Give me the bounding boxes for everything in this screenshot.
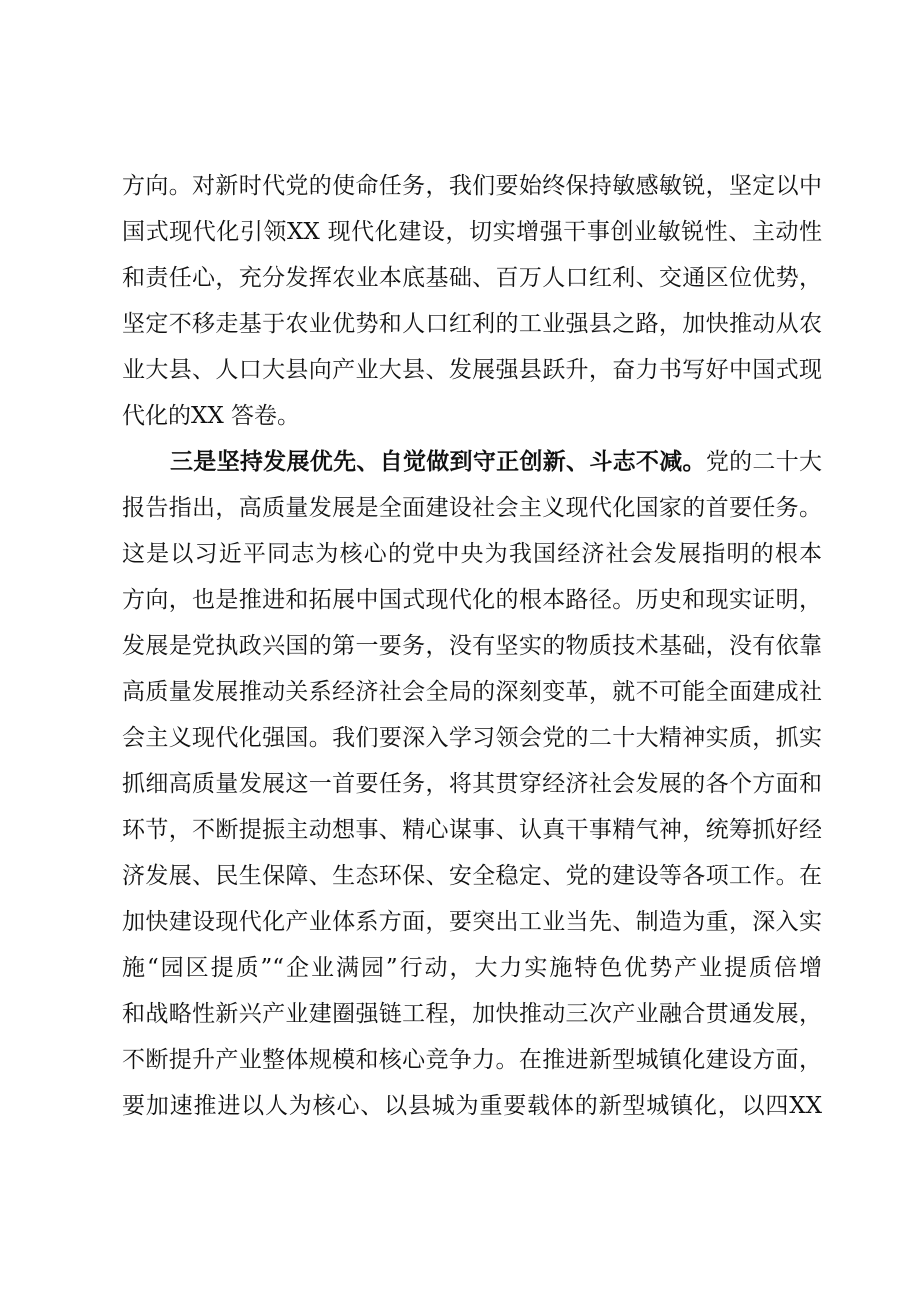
paragraph-2-line-6: 高质量发展推动关系经济社会全局的深刻变革，就不可能全面建成社: [122, 679, 822, 705]
paragraph-2-heading: 三是坚持发展优先、自觉做到守正创新、斗志不减。: [170, 448, 706, 475]
paragraph-2-line-3: 这是以习近平同志为核心的党中央为我国经济社会发展指明的根本: [122, 541, 822, 567]
paragraph-2-line-5: 发展是党执政兴国的第一要务，没有坚实的物质技术基础，没有依靠: [122, 633, 822, 659]
paragraph-2-line-10: 济发展、民生保障、生态环保、安全稳定、党的建设等各项工作。在: [122, 863, 822, 889]
paragraph-2-line-1: [170, 447, 822, 477]
paragraph-2-line-8: 抓细高质量发展这一首要任务，将其贯穿经济社会发展的各个方面和: [122, 771, 822, 797]
paragraph-2-line-15: 要加速推进以人为核心、以县城为重要载体的新型城镇化，以四XX: [122, 1093, 822, 1119]
paragraph-2-line-11: 加快建设现代化产业体系方面，要突出工业当先、制造为重，深入实: [122, 909, 822, 935]
paragraph-1-line-4: 坚定不移走基于农业优势和人口红利的工业强县之路，加快推动从农: [122, 311, 822, 337]
paragraph-2-first-line-rest: 党的二十大: [705, 449, 823, 475]
paragraph-2-line-7: 会主义现代化强国。我们要深入学习领会党的二十大精神实质，抓实: [122, 725, 822, 751]
paragraph-2-line-12: 施“园区提质”“企业满园”行动，大力实施特色优势产业提质倍增: [122, 955, 822, 981]
paragraph-2-line-13: 和战略性新兴产业建圈强链工程，加快推动三次产业融合贯通发展，: [122, 1001, 822, 1027]
paragraph-2-line-9: 环节，不断提振主动想事、精心谋事、认真干事精气神，统筹抓好经: [122, 817, 822, 843]
paragraph-2-line-4: 方向，也是推进和拓展中国式现代化的根本路径。历史和现实证明，: [122, 587, 822, 613]
paragraph-1-line-5: 业大县、人口大县向产业大县、发展强县跃升，奋力书写好中国式现: [122, 357, 822, 383]
paragraph-2-line-2: 报告指出，高质量发展是全面建设社会主义现代化国家的首要任务。: [122, 495, 822, 521]
paragraph-1-line-6: 代化的XX 答卷。: [122, 403, 301, 429]
paragraph-2-line-14: 不断提升产业整体规模和核心竞争力。在推进新型城镇化建设方面，: [122, 1047, 822, 1073]
paragraph-1-line-2: 国式现代化引领XX 现代化建设，切实增强干事创业敏锐性、主动性: [122, 219, 822, 245]
paragraph-1-line-1: 方向。对新时代党的使命任务，我们要始终保持敏感敏锐，坚定以中: [122, 173, 822, 199]
paragraph-1-line-3: 和责任心，充分发挥农业本底基础、百万人口红利、交通区位优势，: [122, 265, 822, 291]
